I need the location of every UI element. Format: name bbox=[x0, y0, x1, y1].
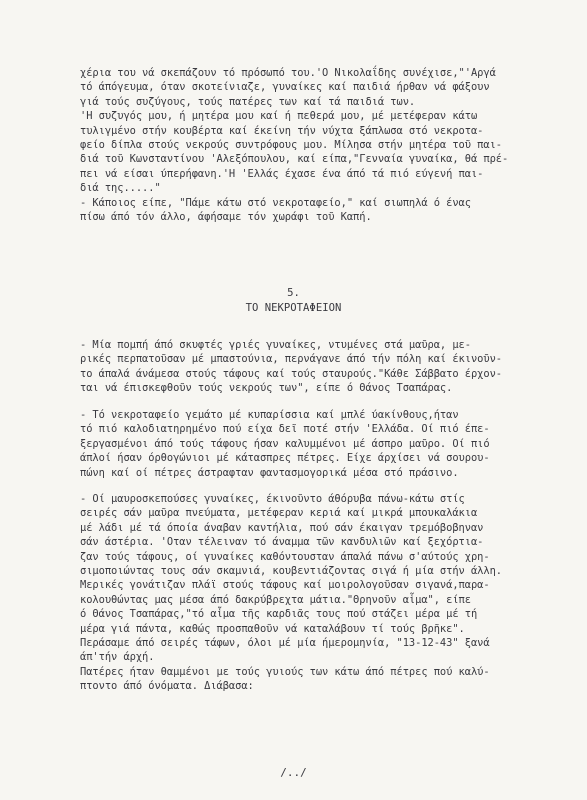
text-line: διά τοῦ Κωνσταντίνου 'Αλεξόπουλου, καί είπα,"Γενναία γυναίκα, θά πρέ- bbox=[80, 153, 509, 166]
text-line: κολουθώντας μας μέσα άπό δακρύβρεχτα μάτια."Θρηνοῦν αἷμα", είπε bbox=[80, 593, 471, 606]
text-line: γιά τούς συζύγους, τούς πατέρες των καί τά παιδιά των. bbox=[80, 95, 416, 108]
text-line: ρικές περπατοῦσαν μέ μπαστούνια, περνάγανε άπό τήν πόλη καί έκινοῦν- bbox=[80, 353, 502, 366]
section-number: 5. bbox=[287, 287, 300, 299]
text-line: πει νά είσαι ύπερήφανη.'Η 'Ελλάς έχασε ένα άπό τά πιό εύγενή παι- bbox=[80, 167, 484, 180]
text-line: πτοντο άπό όνόματα. Διάβασα: bbox=[80, 680, 254, 693]
text-line: πώνη καί οί πέτρες άστραφταν φαντασμογορικά μέσα στό πράσινο. bbox=[80, 466, 459, 479]
text-line: ό Θάνος Τσαπάρας,"τό αἷμα τῆς καρδιᾶς τους πού στάζει μέρα μέ τή bbox=[80, 608, 478, 621]
section-title: ΤΟ ΝΕΚΡΟΤΑΦΕΙΟΝ bbox=[245, 302, 342, 314]
text-line: χέρια του νά σκεπάζουν τό πρόσωπό του.'Ο Νικολαΐδης συνέχισε,"'Αργά bbox=[80, 67, 496, 79]
text-line: μέ λάδι μέ τά όποία άναβαν καντήλια, πού σάν έκαιγαν τρεμόβοβηναν bbox=[80, 521, 484, 534]
text-line: διά της....." bbox=[80, 182, 161, 195]
text-line: ζαν τούς τάφους, οί γυναίκες καθόντουσταν άπαλά πάνω σ'αύτούς χρη- bbox=[80, 550, 490, 563]
text-line: τυλιγμένο στήν κουβέρτα καί έκείνη τήν νύχτα ξάπλωσα στό νεκροτα- bbox=[80, 124, 484, 137]
text-line: Περάσαμε άπό σειρές τάφων, όλοι μέ μία ήμερομηνία, "13-12-43" ξανά bbox=[80, 637, 490, 650]
text-line: Μερικές γονάτιζαν πλάϊ στούς τάφους καί μοιρολογοῦσαν σιγανά,παρα- bbox=[80, 579, 490, 592]
text-line: σάν άστέρια. 'Οταν τέλειναν τό άναμμα τῶν κανδυλιῶν καί ξεχόρτια- bbox=[80, 536, 484, 549]
text-line: Πατέρες ήταν θαμμένοι με τούς γυιούς των κάτω άπό πέτρες πού καλύ- bbox=[80, 665, 490, 678]
text-line: πίσω άπό τόν άλλο, άφήσαμε τόν χωράφι τοῦ Καπή. bbox=[80, 211, 372, 224]
text-line: - Οί μαυροσκεπούσες γυναίκες, έκινοῦντο άθόρυβα πάνω-κάτω στίς bbox=[80, 493, 465, 505]
text-line: - Κάποιος είπε, "Πάμε κάτω στό νεκροταφείο," καί σιωπηλά ό ένας bbox=[80, 196, 471, 209]
text-line: άπλοί ήσαν όρθογώνιοι μέ κάτασπρες πέτρες. Είχε άρχίσει νά σουρου- bbox=[80, 452, 490, 465]
paragraph-women bbox=[80, 492, 550, 694]
text-line: σιμοποιώντας τους σάν σκαμνιά, κουβεντιάζοντας σιγά ή μία στήν άλλη. bbox=[80, 565, 502, 578]
text-line: τό πιό καλοδιατηρημένο πού είχα δεῖ ποτέ στήν 'Ελλάδα. Οί πιό έπε- bbox=[80, 423, 490, 436]
text-line: - Μία πομπή άπό σκυφτές γριές γυναίκες, ντυμένες στά μαῦρα, με- bbox=[80, 339, 471, 351]
paragraph-cemetery bbox=[80, 408, 550, 480]
paragraph-procession bbox=[80, 338, 550, 396]
text-line: ται νά έπισκεφθοῦν τούς νεκρούς των", είπε ό Θάνος Τσαπάρας. bbox=[80, 382, 453, 395]
text-line: άπ'τήν άρχή. bbox=[80, 651, 155, 664]
paragraph-testimony bbox=[80, 66, 550, 224]
text-line: μέρα γιά πάντα, καθώς προσπαθοῦν νά καταλάβουν τί τούς βρῆκε". bbox=[80, 622, 465, 635]
text-line: - Τό νεκροταφείο γεμάτο μέ κυπαρίσσια καί μπλέ ύακίνθους,ήταν bbox=[80, 409, 459, 421]
text-line: το άπαλά άνάμεσα στούς τάφους καί τούς σταυρούς."Κάθε Σάββατο έρχον- bbox=[80, 367, 502, 380]
text-line: τό άπόγευμα, όταν σκοτείνιαζε, γυναίκες καί παιδιά ήρθαν νά φάξουν bbox=[80, 81, 490, 94]
page-continuation-marker: /../ bbox=[280, 766, 307, 779]
text-line: ξεργασμένοι άπό τούς τάφους ήσαν καλυμμένοι μέ άσπρο μαῦρο. Οί πιό bbox=[80, 437, 490, 450]
text-line: φείο δίπλα στούς νεκρούς συντρόφους μου. Μίλησα στήν μητέρα τοῦ παι- bbox=[80, 139, 502, 152]
text-line: σειρές σάν μαῦρα πνεύματα, μετέφεραν κεριά καί μικρά μπουκαλάκια bbox=[80, 507, 478, 520]
text-line: 'Η συζυγός μου, ή μητέρα μου καί ή πεθερά μου, μέ μετέφεραν κάτω bbox=[80, 110, 478, 123]
